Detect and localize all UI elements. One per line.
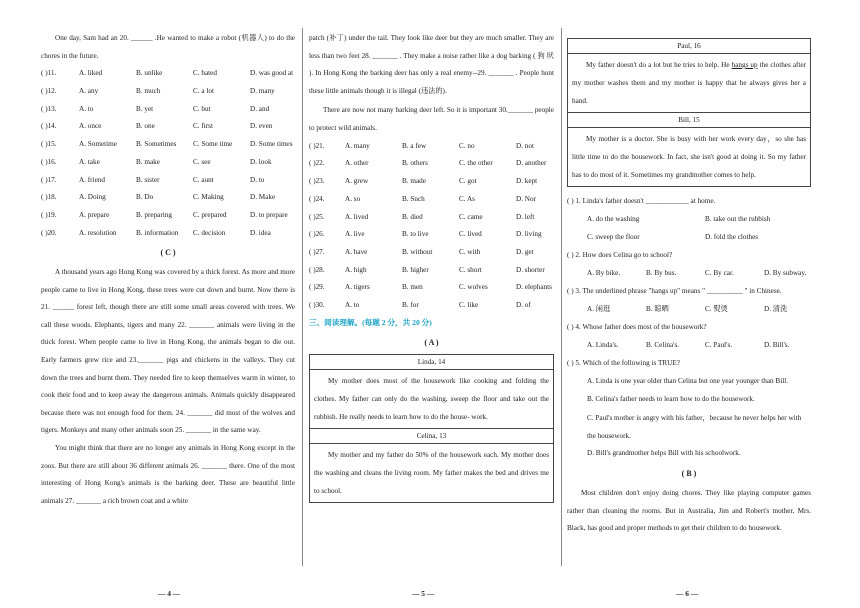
option-b: B. information [136, 228, 179, 237]
question-row [309, 173, 554, 191]
option-b: B. without [402, 247, 433, 256]
option-b: B. one [136, 122, 155, 131]
section-c-title: ( C ) [160, 248, 176, 258]
option-d: D. and [250, 104, 270, 113]
option-c: C. aunt [193, 175, 214, 184]
option-c: C. got [459, 177, 477, 186]
option-d: D. to prepare [250, 210, 288, 219]
question-number: ( )18. [41, 193, 57, 202]
option-d: D. was good at [250, 69, 294, 78]
question-1-options-ab [567, 211, 811, 229]
option-b: B. died [402, 212, 423, 221]
option-a: A. other [345, 159, 369, 168]
question-5: ( ) 5. Which of the following is TRUE? [567, 359, 680, 368]
passage-b-paragraph: Most children don't enjoy doing chores. They like playing computer games rather than cleaning the rooms. But in Australia, Jim and Robert's mother, Mrs. Black, has good and proper methods to get their children to do housework. [567, 489, 811, 533]
option-a: A. resolution [79, 228, 117, 237]
question-row [309, 279, 554, 297]
option-b: B. make [136, 157, 160, 166]
option-d: D. Make [250, 193, 276, 202]
option-a: A. Sometime [79, 140, 117, 149]
question-row [41, 118, 295, 136]
column-divider [302, 28, 303, 566]
option-c: C. first [193, 122, 213, 131]
option-a: A. 闲逛 [587, 305, 611, 314]
option-a: A. prepare [79, 210, 110, 219]
passage-intro: One day, Sam had an 20. ______ .He wanted to make a robot (机器人) to do the chores in the future. [41, 34, 295, 60]
paul-text-1: My father doesn't do a lot but he tries to help. He [586, 61, 732, 69]
option-c: C. with [459, 247, 481, 256]
option-c: C. the other [459, 159, 493, 168]
celina-heading: Celina, 13 [310, 428, 553, 444]
option-c: C. short [459, 265, 482, 274]
option-a: A. once [79, 122, 102, 131]
option-c: C. By car. [705, 269, 734, 278]
passage-c-paragraph-1: A thousand years ago Hong Kong was covered by a thick forest. As more and more people came to live in Hong Kong, these trees were cut down and burnt. Now there is 21. ______ forest left, though there are still some small areas covered with trees. We call these woods. Elephants, tigers and many 22. _______ animals were living in the thick forest. When people came to live in Hong Kong, the animals began to die out. Early farmers grew rice and 23._______ pigs and chickens in the valleys. They cut down the trees and burnt them. They needed fire to keep themselves warm in winter, to cook their food and to keep away the dangerous animals. Animals quickly disappeared because there was not enough food for them. 24. _______ did most of the wolves and tigers. Monkeys and many other animals soon 25. _______ in the same way. [41, 268, 295, 435]
page-number-6: — 6 — [676, 589, 699, 598]
option-c: C. Making [193, 193, 224, 202]
question-number: ( )23. [309, 177, 325, 186]
option-d: D. elephants [516, 283, 552, 292]
option-a: A. live [345, 230, 365, 239]
section-b-title: ( B ) [681, 469, 697, 478]
question-number: ( )17. [41, 175, 57, 184]
option-c: C. decision [193, 228, 226, 237]
section-a-title: ( A ) [424, 338, 439, 348]
question-row [309, 191, 554, 209]
question-2-options [567, 265, 811, 283]
paul-heading: Paul, 16 [568, 39, 810, 54]
question-row [41, 189, 295, 207]
option-c: C. Paul's. [705, 341, 733, 350]
question-number: ( )25. [309, 212, 325, 221]
option-b: B. others [402, 159, 428, 168]
underlined-phrase: hangs up [731, 61, 758, 69]
option-d: D. get [516, 247, 534, 256]
question-row [309, 208, 554, 226]
question-row [309, 297, 554, 315]
cloze-questions-21-30 [309, 138, 554, 315]
option-c: C. sweep the floor [587, 233, 640, 242]
option-a: A. tigers [345, 283, 370, 292]
option-d: D. of [516, 300, 531, 309]
option-c: C. prepared [193, 210, 227, 219]
cloze-questions-11-20 [41, 65, 295, 242]
option-b: B. Celina's. [646, 341, 680, 350]
question-number: ( )20. [41, 228, 57, 237]
linda-heading: Linda, 14 [310, 355, 553, 370]
question-number: ( )15. [41, 140, 57, 149]
question-row [309, 226, 554, 244]
option-b: B. By bus. [646, 269, 677, 278]
question-number: ( )24. [309, 194, 325, 203]
option-b: B. unlike [136, 69, 163, 78]
question-5-option-d: D. Bill's grandmother helps Bill with his schoolwork. [587, 449, 741, 458]
option-a: A. to [79, 104, 94, 113]
option-c: C. wolves [459, 283, 488, 292]
option-b: B. yet [136, 104, 154, 113]
question-number: ( )27. [309, 247, 325, 256]
question-row [41, 224, 295, 242]
linda-box [309, 354, 554, 503]
question-2: ( ) 2. How does Celina go to school? [567, 251, 673, 260]
question-number: ( )29. [309, 283, 325, 292]
question-number: ( )16. [41, 157, 57, 166]
question-5-option-b: B. Celina's father needs to learn how to do the housework. [587, 395, 755, 404]
option-a: A. many [345, 141, 370, 150]
passage-c-paragraph-2: You might think that there are no longer any animals in Hong Kong except in the zoos. But there are still about 36 different animals 26. _______ there. One of the most interesting of Hong Kong's animals is the barking deer. These are beautiful little animals 27. _______ a rich brown coat and a white [41, 444, 295, 505]
option-d: D. Bill's. [764, 341, 790, 350]
column-divider [561, 28, 562, 566]
question-3: ( ) 3. The underlined phrase "hangs up" means " __________ " in Chinese. [567, 287, 782, 296]
option-a: A. Doing [79, 193, 106, 202]
option-c: C. like [459, 300, 479, 309]
option-d: D. left [516, 212, 535, 221]
option-b: B. men [402, 283, 423, 292]
question-5-option-c: C. Paul's mother is angry with his father，because he never helps her with the housework. [587, 414, 802, 440]
celina-text: My mother and my father do 50% of the housework each. My mother does the washing and cleans the living room. My father makes the bed and drives me to school. [314, 451, 549, 496]
passage-c-paragraph-3: patch (补丁) under the tail. They look like deer but they are much smaller. They are less than two feet 28. _______ . They make a noise rather like a dog barking ( 狗 吠 ). In Hong Kong the barking deer has only a real enemy--29. _______ . People hunt these little animals though it is illegal (违法的). [309, 34, 554, 95]
reading-section-title: 三、阅读理解。(每题 2 分，共 20 分) [309, 318, 432, 328]
option-d: D. many [250, 87, 275, 96]
option-b: B. to live [402, 230, 429, 239]
question-4-options [567, 337, 811, 355]
option-b: B. for [402, 300, 419, 309]
option-c: C. 熨烫 [705, 305, 728, 314]
question-row [41, 83, 295, 101]
option-d: D. shorter [516, 265, 545, 274]
page-number-4: — 4 — [158, 589, 181, 598]
option-d: D. to [250, 175, 265, 184]
option-b: B. Such [402, 194, 425, 203]
question-1-options-cd [567, 229, 811, 247]
question-row [41, 65, 295, 83]
option-b: B. Do [136, 193, 154, 202]
question-number: ( )22. [309, 159, 325, 168]
option-c: C. hated [193, 69, 217, 78]
question-row [309, 261, 554, 279]
question-3-options [567, 301, 811, 319]
option-b: B. Sometimes [136, 140, 177, 149]
linda-text: My mother does most of the housework like cooking and folding the clothes. My father can only do the washing, sweep the floor and take out the rubbish. He really needs to learn how to do the house- work. [314, 377, 549, 422]
option-a: A. Linda's. [587, 341, 619, 350]
option-a: A. high [345, 265, 367, 274]
option-b: B. 晾晒 [646, 305, 669, 314]
option-d: D. look [250, 157, 272, 166]
question-row [309, 138, 554, 156]
option-d: D. kept [516, 177, 538, 186]
question-row [41, 154, 295, 172]
question-row [41, 207, 295, 225]
question-number: ( )19. [41, 210, 57, 219]
option-c: C. As [459, 194, 475, 203]
option-a: A. have [345, 247, 368, 256]
option-b: B. preparing [136, 210, 172, 219]
question-number: ( )11. [41, 69, 57, 78]
paul-text-2: the clothes after my mother washes them and my mother is happy that he always gives her a hand. [572, 61, 806, 105]
option-d: D. By subway. [764, 269, 807, 278]
bill-heading: Bill, 15 [568, 112, 810, 128]
option-d: D. even [250, 122, 273, 131]
question-row [41, 101, 295, 119]
option-a: A. to [345, 300, 360, 309]
option-c: C. see [193, 157, 211, 166]
paul-text [568, 54, 810, 112]
option-c: C. came [459, 212, 483, 221]
option-b: B. higher [402, 265, 429, 274]
bill-text: My mother is a doctor. She is busy with her work every day，so she has little time to do the housework. In fact, she isn't good at doing it. So my father has to do most of it. Sometimes my grandmother comes to help. [572, 135, 806, 179]
option-d: D. another [516, 159, 547, 168]
question-number: ( )12. [41, 87, 57, 96]
option-a: A. lived [345, 212, 369, 221]
question-row [41, 171, 295, 189]
option-c: C. Some time [193, 140, 233, 149]
option-d: D. idea [250, 228, 271, 237]
option-b: B. a few [402, 141, 427, 150]
passage-c-paragraph-4: There are now not many barking deer left. So it is important 30._______ people to protect wild animals. [309, 106, 554, 132]
option-d: D. 清洗 [764, 305, 788, 314]
question-number: ( )14. [41, 122, 57, 131]
question-number: ( )30. [309, 300, 325, 309]
option-d: D. fold the clothes [705, 233, 759, 242]
question-number: ( )26. [309, 230, 325, 239]
option-d: D. Some times [250, 140, 293, 149]
paul-bill-box [567, 38, 811, 187]
option-c: C. but [193, 104, 211, 113]
option-d: D. living [516, 230, 542, 239]
option-c: C. a lot [193, 87, 214, 96]
question-row [309, 155, 554, 173]
question-row [41, 136, 295, 154]
option-b: B. sister [136, 175, 160, 184]
option-a: A. take [79, 157, 100, 166]
option-a: A. grew [345, 177, 369, 186]
option-a: A. friend [79, 175, 105, 184]
page-4-column [41, 30, 295, 510]
option-a: A. do the washing [587, 215, 640, 224]
option-a: A. so [345, 194, 361, 203]
question-row [309, 244, 554, 262]
question-4: ( ) 4. Whose father does most of the housework? [567, 323, 707, 332]
option-a: A. any [79, 87, 99, 96]
option-b: B. made [402, 177, 426, 186]
option-b: B. take out the rubbish [705, 215, 771, 224]
question-number: ( )13. [41, 104, 57, 113]
option-c: C. no [459, 141, 475, 150]
question-number: ( )28. [309, 265, 325, 274]
option-a: A. liked [79, 69, 103, 78]
question-1: ( ) 1. Linda's father doesn't ____________ at home. [567, 197, 716, 206]
option-a: A. By bike. [587, 269, 621, 278]
page-6-column [567, 38, 811, 538]
option-c: C. lived [459, 230, 482, 239]
question-5-option-a: A. Linda is one year older than Celina but one year younger than Bill. [587, 377, 788, 386]
option-b: B. much [136, 87, 161, 96]
question-number: ( )21. [309, 141, 325, 150]
option-d: D. not [516, 141, 534, 150]
option-d: D. Nor [516, 194, 536, 203]
page-5-column [309, 30, 554, 503]
page-number-5: — 5 — [412, 589, 435, 598]
